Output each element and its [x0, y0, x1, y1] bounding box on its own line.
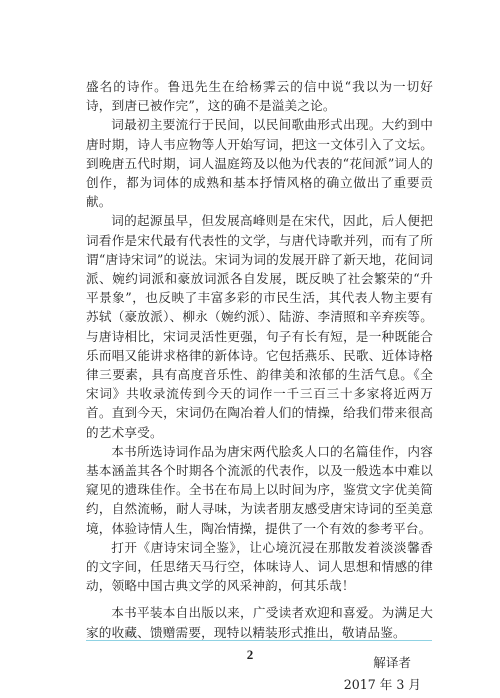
signature-author: 解译者	[373, 654, 411, 670]
paragraph-invitation: 打开《唐诗宋词全鉴》，让心境沉浸在那散发着淡淡馨香的文字间，任思绪天马行空，体味诗人、词人思想和情感的律动，领略中国古典文学的风采神韵，何其乐哉！	[86, 539, 433, 594]
paragraph-edition-note: 本书平装本自出版以来，广受读者欢迎和喜爱。为满足大家的收藏、馈赠需要，现特以精装形式推出，敬请品鉴。	[86, 605, 433, 640]
signature-date: 2017 年 3 月	[343, 676, 421, 692]
page-number: 2	[246, 647, 254, 662]
preface-body	[86, 77, 433, 696]
paragraph-book-selection: 本书所选诗词作品为唐宋两代脍炙人口的名篇佳作，内容基本涵盖其各个时期各个流派的代表作，以及一般选本中难以窥见的遗珠佳作。全书在布局上以时间为序，鉴赏文字优美简约，自然流畅，耐人寻味，为读者朋友感受唐宋诗词的至美意境，体验诗情人生，陶冶情操，提供了一个有效的参考平台。	[86, 443, 433, 536]
paragraph-song-ci: 词的起源虽早，但发展高峰则是在宋代，因此，后人便把词看作是宋代最有代表性的文学，与唐代诗歌并列，而有了所谓“唐诗宋词”的说法。宋词为词的发展开辟了新天地，花间词派、婉约词派和豪放词派各自发展，既反映了社会繁荣的“升平景象”，也反映了丰富多彩的市民生活，其代表人物主要有苏轼（豪放派）、柳永（婉约派）、陆游、李清照和辛弃疾等。与唐诗相比，宋词灵活性更强，句子有长有短，是一种既能合乐而唱又能讲求格律的新体诗。它包括燕乐、民歌、近体诗格律三要素，具有高度音乐性、韵律美和浓郁的生活气息。《全宋词》共收录流传到今天的词作一千三百三十多家将近两万首。直到今天，宋词仍在陶冶着人们的情操，给我们带来很高的艺术享受。	[86, 213, 433, 440]
paragraph-gap	[86, 595, 433, 603]
footer-rule	[86, 640, 432, 641]
paragraph-continuation: 盛名的诗作。鲁迅先生在给杨霁云的信中说“我以为一切好诗，到唐已被作完”，这的确不是溢美之论。	[86, 79, 433, 114]
paragraph-ci-origins: 词最初主要流行于民间，以民间歌曲形式出现。大约到中唐时期，诗人韦应物等人开始写词，把这一文体引入了文坛。到晚唐五代时期，词人温庭筠及以他为代表的“花间派”词人的创作，都为词体的成熟和基本抒情风格的确立做出了重要贡献。	[86, 117, 433, 210]
